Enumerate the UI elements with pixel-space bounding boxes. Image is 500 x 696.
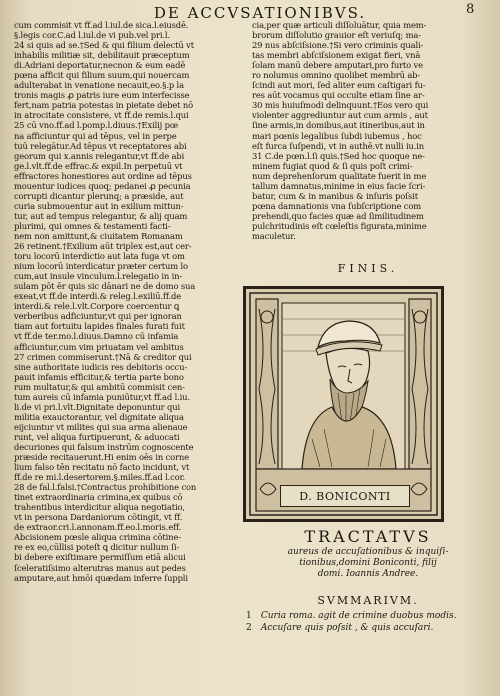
summarium-item: [246, 622, 492, 634]
text-line: decuriones qui falsum instrūm cognoscente: [14, 441, 194, 452]
text-line: eſt furca ſuſpendi, vt in authē.vt nulli iu.in: [252, 140, 425, 151]
text-line: cum,aut insule vinculum.l.relegatio in in-: [14, 271, 183, 282]
summarium-number: 2: [246, 623, 252, 633]
text-line: num deprehenſorum qualitate fuerit in me: [252, 170, 427, 181]
portrait-woodcut: [243, 286, 444, 522]
summarium-text: Accuſare quis poſsit , & quis accuſari.: [260, 623, 434, 633]
text-line: na afficiuntur qui ad tēpus, vel in perpe: [14, 130, 177, 141]
text-line: batur, cum & in manibus & inſuris poſsit: [252, 190, 418, 201]
text-line: de extraor.cri.l.annonam.ff.eo.l.moris.eff.: [14, 522, 182, 533]
text-line: §.legis cor.C.ad l.iul.de vi pub.vel pri.l.: [14, 30, 170, 41]
text-line: amputare,aut hmōi quædam inferre ſuppli: [14, 572, 188, 583]
text-line: ro nolumus omnino quolibet membrū ab-: [252, 70, 421, 81]
text-line: re ex eo,cūllisi poteſt ꝗ dicitur nullum ſi-: [14, 542, 180, 553]
subtitle-line: tionibus,domini Boniconti, filij: [299, 558, 437, 568]
text-line: cum commisit vt ff.ad l.iul.de sica.l.eiusdē.: [14, 20, 189, 30]
finis-mark: FINIS.: [337, 262, 399, 275]
text-line: fert,nam patria potestas in pietate debet nō: [14, 100, 194, 111]
text-line: 26 retinent.†Exilium aūt triplex est,aut cer-: [14, 241, 192, 252]
text-line: runt, vel aliqua furtipuerunt, & aduocati: [14, 431, 180, 442]
text-line: pulchritudinis eſt cœleſtis figurata,minime: [252, 220, 427, 231]
text-line: 25 cū vno.ff.ad l.pomp.l.diuus.†Exilij pœ: [14, 120, 178, 131]
text-line: tallum damnatus,minime in eius facie ſcri-: [252, 180, 426, 191]
text-line: sine authoritate iudicis res debitoris occu-: [14, 361, 188, 372]
text-line: exeat,vt ff.de interdi.& releg.l.exiliū.ff.de: [14, 291, 182, 302]
text-line: curia submouentur aut in exilium mittun-: [14, 200, 184, 211]
page-number: 8: [466, 2, 475, 17]
text-line: inhabilis militiæ sit, debilitauit præceptum: [14, 50, 190, 61]
text-line: pœna damnationis vna ſubſcriptione com: [252, 200, 422, 211]
tractatus-title: TRACTATVS: [304, 527, 432, 546]
text-line: mouentur iudices quoq; pedanei ꝓ pecunia: [14, 180, 191, 191]
text-line: tum aureis cū infamia puniūtur,vt ff.ad l.iu.: [14, 391, 190, 402]
text-line: cia,per quæ articuli diſſoluātur, quia mem-: [252, 20, 427, 30]
text-line: tuū relegātur.Ad tēpus vt receptatores abi: [14, 140, 187, 151]
text-line: li.de vi pri.l.vlt.Dignitate deponuntur qui: [14, 401, 181, 412]
text-line: corrupti dicantur plerunq; a præside, aut: [14, 190, 184, 201]
text-line: nem non amittunt,& ciuitatem Romanam: [14, 230, 183, 241]
text-line: tas membri abſciſsionem exigat fieri, vnā: [252, 50, 421, 61]
text-line: pauit infamis efficitur,& tertia parte bono: [14, 371, 184, 382]
subtitle-line: aureus de accuſationibus & inquiſi-: [287, 547, 449, 557]
text-line: ſceleratiſsimo alterutras manus aut pedes: [14, 562, 186, 573]
text-line: sulam pōt ēr quis sic dānari ne de domo sua: [14, 281, 196, 292]
text-line: tronis magis ꝓ patris iure eum interfecisse: [14, 90, 190, 101]
text-line: plurimi, qui omnes & testamenti facti-: [14, 220, 171, 231]
text-line: di.Adriani deportatur,necnon & eum eadē: [14, 60, 186, 71]
text-line: vt in persona Dardaniorum cōtingit, vt ff.: [14, 512, 183, 523]
text-line: 29 nus abſciſsione.†Si vero criminis quali-: [252, 40, 424, 51]
text-line: rum multatur,& qui ambitū commisit cen-: [14, 381, 185, 392]
text-line: prehendi,quo facies quæ ad ſimilitudinem: [252, 210, 424, 221]
text-line: ff.de re mi.l.desertorem.§.miles.ff.ad l.cor.: [14, 472, 186, 483]
text-line: violenter aggrediuntur aut cum armis , aut: [252, 110, 428, 121]
right-column: [252, 20, 484, 241]
text-line: tinet extraordinaria crimina,ex quibus cō: [14, 492, 183, 503]
text-line: lium falso tēn recitatu nō facto incidunt, vt: [14, 462, 190, 473]
text-line: bi debere exiſtimare permiſſum etiā alicui: [14, 552, 186, 563]
text-line: brorum diſſolutio grauior eſt veriuſq; ma-: [252, 30, 421, 41]
text-line: res aūt vocamus qui occulte etiam ſine ar-: [252, 90, 425, 101]
summarium-number: 1: [246, 611, 252, 621]
text-line: tur, aut ad tempus relegantur, & alij quam: [14, 210, 188, 221]
text-line: adulterabat in venatione necauit,eo.§.p la: [14, 80, 184, 91]
text-line: pœna afficit qui filium suum,qui nouercam: [14, 70, 190, 81]
text-line: 30 mis huiuſmodi delinquunt.†Eos vero qui: [252, 100, 429, 111]
text-line: ge.l.vlt.ff.de effrac.& expil.In perpetuū vt: [14, 160, 183, 171]
text-line: ſine armis,in domibus,aut itineribus,aut in: [252, 120, 425, 131]
text-line: nium locorū interdicatur præter certum lo: [14, 261, 188, 272]
summarium-text: Curia roma. agit de crimine duobus modis.: [260, 611, 457, 621]
text-line: maculetur.: [252, 230, 296, 241]
text-line: militia exauctorantur, vel dignitate aliqua: [14, 411, 184, 422]
text-line: toru locorū interdictio aut lata fuga vt om: [14, 251, 185, 262]
text-line: 28 de fal.l.falsi.†Contractus prohibitione con: [14, 482, 197, 493]
text-line: 27 crimen commiserunt.†Nā & creditor qui: [14, 351, 192, 362]
left-column: [14, 20, 246, 583]
text-line: Abcisionem pœsle aliqua crimina cōtine-: [14, 532, 181, 543]
summarium-item: [246, 610, 492, 622]
text-line: 31 C.de pœn.l.ſi quis.†Sed hoc quoque ne-: [252, 150, 425, 161]
subtitle-line: domi. Ioannis Andree.: [317, 569, 419, 579]
text-line: ſolam manū debere amputari,pro furto ve: [252, 60, 423, 71]
text-line: tiam aut fortuitu lapides finales furati fuit: [14, 321, 185, 332]
text-line: minem fugiat quod & ſi quis poſt crimi-: [252, 160, 413, 171]
text-line: interdi.& rele.l.vlt.Corpore coercentur ꝗ: [14, 301, 180, 312]
text-line: 24 si quis ad se.†Sed & qui filium delectū vt: [14, 40, 194, 51]
text-line: mari pœnis legalibus ſubdi iubemus , hoc: [252, 130, 422, 141]
text-line: in atrocitate consistere, vt ff.de remis.l.qui: [14, 110, 189, 121]
text-line: georum qui x.annis relegantur,vt ff.de abi: [14, 150, 185, 161]
text-line: afficiuntur,cum vim priuatam vel ambitus: [14, 341, 184, 352]
text-line: verberibus adficiuntur,vt qui per ignoran: [14, 311, 182, 322]
text-line: effractores honestiores aut ordine ad tēpus: [14, 170, 192, 181]
portrait-caption: D. BONICONTI: [280, 485, 410, 507]
tractatus-subtitle: [262, 547, 474, 580]
text-line: vt ff.de ter.mo.l.diuus.Damno cū infamia: [14, 331, 179, 342]
text-line: eijciuntur vt milites qui sua arma alienaue: [14, 421, 188, 432]
summarium-list: [246, 610, 492, 634]
summarium-heading: SVMMARIVM.: [317, 594, 419, 607]
text-line: trahentibus interdicitur aliqua negotiatio,: [14, 502, 185, 513]
text-line: ſcindi aut mori, ſed aliter eum caſtigari fu-: [252, 80, 426, 91]
text-line: præside recitauerunt.Hi enim oēs in corne: [14, 452, 189, 463]
running-head: DE ACCVSATIONIBVS.: [153, 4, 367, 22]
